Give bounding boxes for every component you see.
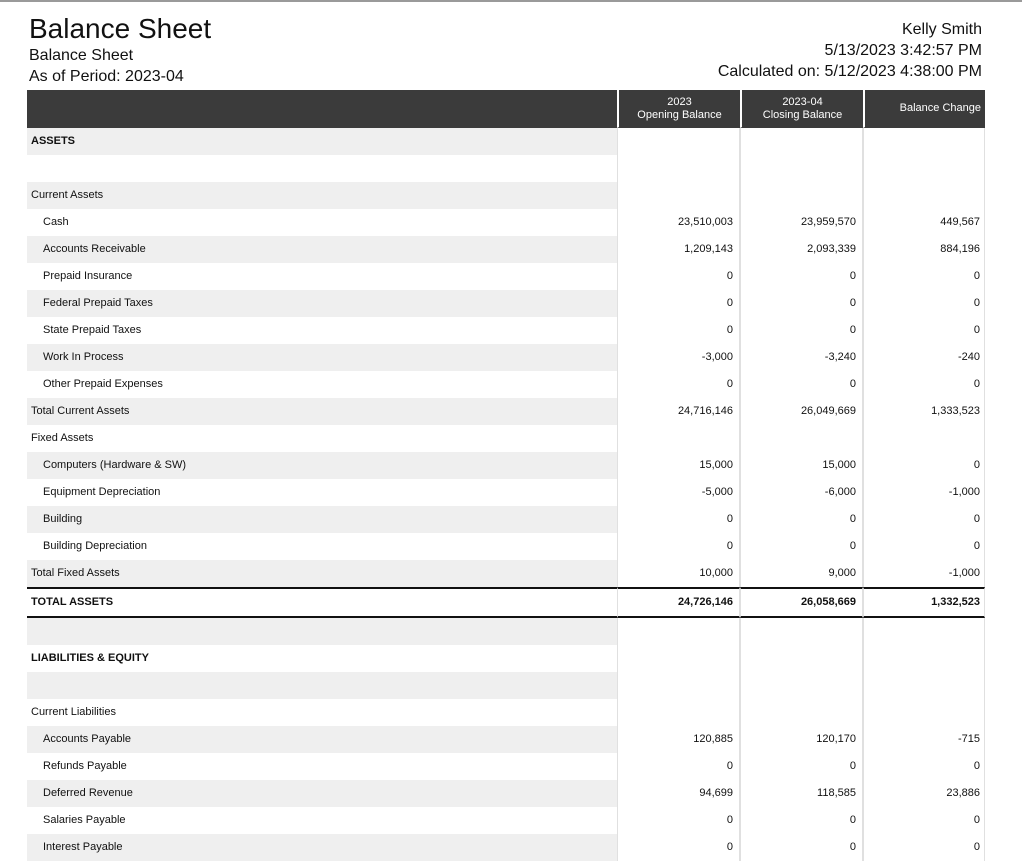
balance-change-cell: [863, 672, 985, 699]
header-opening-balance: [617, 90, 740, 128]
balance-change-cell: [863, 182, 985, 209]
row-label: Cash: [27, 209, 617, 236]
table-row-item: [27, 209, 985, 236]
balance-change-cell: 0: [863, 533, 985, 560]
balance-sheet-table: [27, 90, 985, 861]
balance-change-cell: [863, 618, 985, 645]
opening-balance-cell: 23,510,003: [617, 209, 740, 236]
page-top-border: [0, 0, 1022, 2]
opening-balance-cell: 0: [617, 807, 740, 834]
table-row-spacer: [27, 618, 985, 645]
opening-balance-cell: [617, 645, 740, 672]
opening-balance-cell: 24,716,146: [617, 398, 740, 425]
balance-change-cell: 0: [863, 834, 985, 861]
table-row-group: [27, 182, 985, 209]
closing-balance-cell: [740, 645, 863, 672]
table-row-item: [27, 479, 985, 506]
table-row-item: [27, 753, 985, 780]
row-label: Deferred Revenue: [27, 780, 617, 807]
closing-balance-cell: [740, 425, 863, 452]
table-row-item: [27, 290, 985, 317]
report-user: Kelly Smith: [901, 21, 982, 38]
row-label: Total Fixed Assets: [27, 560, 617, 587]
balance-change-cell: -1,000: [863, 479, 985, 506]
balance-change-cell: [863, 699, 985, 726]
table-body: [27, 128, 985, 861]
balance-change-cell: -240: [863, 344, 985, 371]
row-label: TOTAL ASSETS: [27, 587, 617, 618]
balance-change-cell: 23,886: [863, 780, 985, 807]
closing-balance-cell: -3,240: [740, 344, 863, 371]
balance-change-cell: [863, 425, 985, 452]
closing-balance-cell: 0: [740, 834, 863, 861]
closing-balance-cell: 26,049,669: [740, 398, 863, 425]
report-period: As of Period: 2023-04: [29, 68, 184, 85]
row-label: ASSETS: [27, 128, 617, 155]
table-row-item: [27, 506, 985, 533]
closing-balance-cell: 0: [740, 290, 863, 317]
closing-balance-cell: 0: [740, 807, 863, 834]
row-label: Equipment Depreciation: [27, 479, 617, 506]
row-label: [27, 155, 617, 182]
opening-balance-cell: -5,000: [617, 479, 740, 506]
table-header: [27, 90, 985, 128]
closing-balance-cell: -6,000: [740, 479, 863, 506]
table-row-group: [27, 699, 985, 726]
table-row-item: [27, 533, 985, 560]
opening-balance-cell: 24,726,146: [617, 587, 740, 618]
balance-change-cell: 884,196: [863, 236, 985, 263]
balance-change-cell: 0: [863, 506, 985, 533]
closing-balance-cell: 2,093,339: [740, 236, 863, 263]
closing-balance-cell: 26,058,669: [740, 587, 863, 618]
balance-change-cell: -715: [863, 726, 985, 753]
table-row-group: [27, 425, 985, 452]
balance-change-cell: 0: [863, 263, 985, 290]
table-row-item: [27, 263, 985, 290]
opening-balance-cell: [617, 699, 740, 726]
opening-balance-cell: [617, 182, 740, 209]
opening-balance-cell: [617, 672, 740, 699]
closing-balance-cell: [740, 155, 863, 182]
opening-balance-cell: 0: [617, 263, 740, 290]
row-label: Accounts Payable: [27, 726, 617, 753]
balance-change-cell: 0: [863, 371, 985, 398]
balance-change-cell: 0: [863, 290, 985, 317]
table-row-item: [27, 452, 985, 479]
row-label: Computers (Hardware & SW): [27, 452, 617, 479]
balance-change-cell: [863, 155, 985, 182]
balance-change-cell: 449,567: [863, 209, 985, 236]
closing-balance-cell: [740, 618, 863, 645]
table-row-item: [27, 726, 985, 753]
row-label: Other Prepaid Expenses: [27, 371, 617, 398]
balance-change-cell: [863, 645, 985, 672]
opening-balance-cell: [617, 618, 740, 645]
opening-balance-cell: [617, 425, 740, 452]
balance-change-cell: 0: [863, 452, 985, 479]
opening-balance-cell: 0: [617, 290, 740, 317]
table-row-section: [27, 645, 985, 672]
opening-balance-cell: 0: [617, 533, 740, 560]
row-label: Current Liabilities: [27, 699, 617, 726]
row-label: Federal Prepaid Taxes: [27, 290, 617, 317]
row-label: Refunds Payable: [27, 753, 617, 780]
closing-balance-cell: 0: [740, 263, 863, 290]
opening-balance-cell: 0: [617, 506, 740, 533]
opening-balance-cell: 0: [617, 371, 740, 398]
row-label: Fixed Assets: [27, 425, 617, 452]
balance-change-cell: 0: [863, 807, 985, 834]
closing-balance-cell: 23,959,570: [740, 209, 863, 236]
closing-balance-cell: [740, 182, 863, 209]
table-row-item: [27, 371, 985, 398]
report-title: Balance Sheet: [29, 13, 212, 44]
balance-change-cell: 1,333,523: [863, 398, 985, 425]
table-row-item: [27, 834, 985, 861]
opening-balance-cell: 0: [617, 317, 740, 344]
closing-balance-cell: 0: [740, 533, 863, 560]
closing-balance-cell: 0: [740, 753, 863, 780]
row-label: [27, 672, 617, 699]
header-closing-balance: [740, 90, 863, 128]
closing-balance-cell: 0: [740, 506, 863, 533]
row-label: Work In Process: [27, 344, 617, 371]
closing-balance-cell: 15,000: [740, 452, 863, 479]
table-row-spacer: [27, 155, 985, 182]
row-label: State Prepaid Taxes: [27, 317, 617, 344]
balance-change-cell: [863, 128, 985, 155]
opening-balance-cell: 10,000: [617, 560, 740, 587]
closing-balance-cell: 9,000: [740, 560, 863, 587]
opening-balance-cell: [617, 128, 740, 155]
row-label: Building: [27, 506, 617, 533]
closing-balance-cell: [740, 672, 863, 699]
table-row-item: [27, 780, 985, 807]
table-row-section: [27, 128, 985, 155]
row-label: Total Current Assets: [27, 398, 617, 425]
row-label: Current Assets: [27, 182, 617, 209]
table-row-item: [27, 236, 985, 263]
balance-change-cell: 0: [863, 317, 985, 344]
balance-change-cell: -1,000: [863, 560, 985, 587]
header-opening-label: Opening Balance: [637, 108, 722, 121]
balance-change-cell: 1,332,523: [863, 587, 985, 618]
row-label: Salaries Payable: [27, 807, 617, 834]
closing-balance-cell: 120,170: [740, 726, 863, 753]
header-account-column: [27, 90, 617, 128]
table-row-spacer: [27, 672, 985, 699]
closing-balance-cell: [740, 128, 863, 155]
table-row-grand: [27, 587, 985, 618]
row-label: LIABILITIES & EQUITY: [27, 645, 617, 672]
closing-balance-cell: [740, 699, 863, 726]
opening-balance-cell: [617, 155, 740, 182]
row-label: Accounts Receivable: [27, 236, 617, 263]
opening-balance-cell: 1,209,143: [617, 236, 740, 263]
row-label: Building Depreciation: [27, 533, 617, 560]
table-row-item: [27, 807, 985, 834]
opening-balance-cell: 15,000: [617, 452, 740, 479]
opening-balance-cell: -3,000: [617, 344, 740, 371]
report-calculated-on: Calculated on: 5/12/2023 4:38:00 PM: [717, 63, 982, 80]
table-row-item: [27, 344, 985, 371]
report-date: 5/13/2023 3:42:57 PM: [824, 42, 982, 59]
row-label: [27, 618, 617, 645]
row-label: Prepaid Insurance: [27, 263, 617, 290]
table-row-total: [27, 398, 985, 425]
report-subtitle: Balance Sheet: [29, 47, 134, 64]
header-closing-period: 2023-04: [782, 95, 823, 108]
closing-balance-cell: 118,585: [740, 780, 863, 807]
header-closing-label: Closing Balance: [762, 108, 843, 121]
opening-balance-cell: 94,699: [617, 780, 740, 807]
opening-balance-cell: 120,885: [617, 726, 740, 753]
balance-change-cell: 0: [863, 753, 985, 780]
row-label: Interest Payable: [27, 834, 617, 861]
header-balance-change: Balance Change: [863, 90, 985, 128]
table-row-total: [27, 560, 985, 587]
closing-balance-cell: 0: [740, 317, 863, 344]
table-row-item: [27, 317, 985, 344]
opening-balance-cell: 0: [617, 834, 740, 861]
opening-balance-cell: 0: [617, 753, 740, 780]
closing-balance-cell: 0: [740, 371, 863, 398]
header-opening-year: 2023: [667, 95, 692, 108]
